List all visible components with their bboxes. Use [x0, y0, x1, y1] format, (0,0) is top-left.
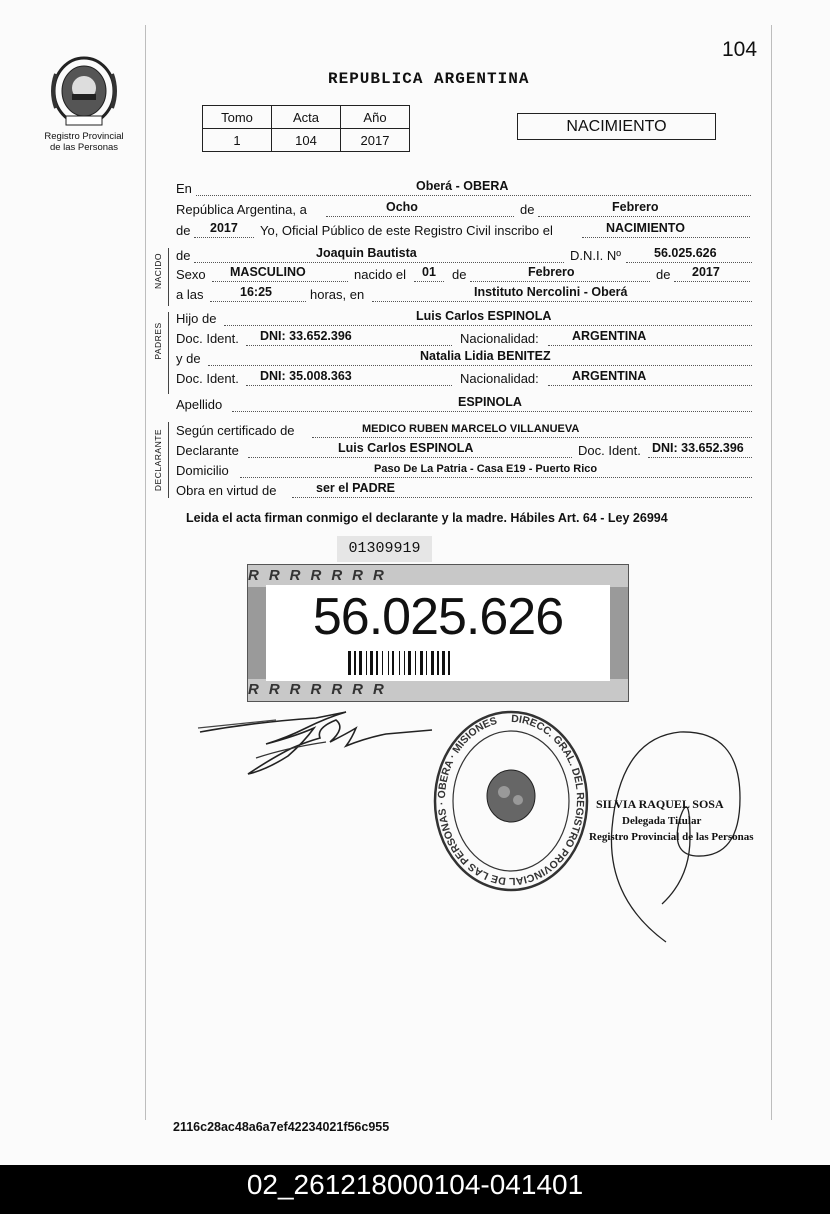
barcode-bar [431, 651, 434, 675]
barcode-bar [370, 651, 373, 675]
registry-table [202, 105, 410, 152]
month-value: Febrero [612, 200, 659, 214]
row-y-de: y de Natalia Lidia BENITEZ [176, 350, 756, 368]
row-obra: Obra en virtud de ser el PADRE [176, 482, 756, 500]
barcode-bar [437, 651, 439, 675]
tomo-header: Tomo [203, 106, 272, 129]
barcode-bar [388, 651, 389, 675]
section-padres-label: PADRES [153, 322, 163, 360]
official-seal [432, 708, 590, 894]
barcode-bar [426, 651, 427, 675]
place-value: Oberá - OBERA [416, 179, 509, 193]
document-type-box: NACIMIENTO [517, 113, 716, 140]
barcode-bar [366, 651, 367, 675]
row-officer: de 2017 Yo, Oficial Público de este Registro Civil inscribo el NACIMIENTO [176, 222, 756, 240]
child-dni: 56.025.626 [654, 246, 717, 260]
acta-header: Acta [272, 106, 341, 129]
closing-statement: Leida el acta firman conmigo el declarante y la madre. Hábiles Art. 64 - Ley 26994 [186, 511, 668, 525]
document-hash: 2116c28ac48a6a7ef42234021f56c955 [173, 1120, 390, 1134]
row-mother-doc: Doc. Ident. DNI: 35.008.363 Nacionalidad: ARGENTINA [176, 370, 756, 388]
row-certificado: Según certificado de MEDICO RUBEN MARCELO VILLANUEVA [176, 422, 756, 440]
barcode-bar [382, 651, 383, 675]
barcode-bar [448, 651, 450, 675]
province-shield-logo [48, 54, 120, 128]
svg-text:DIRECC. GRAL. DEL REGISTRO PRO: DIRECC. GRAL. DEL REGISTRO PROVINCIAL DE LAS PERSONAS · OBERA · MISIONES [435, 712, 587, 888]
declarant-doc: DNI: 33.652.396 [652, 441, 744, 455]
row-domicilio: Domicilio Paso De La Patria - Casa E19 - Puerto Rico [176, 462, 756, 480]
domicilio-value: Paso De La Patria - Casa E19 - Puerto Rico [374, 463, 598, 475]
barcode-bar [415, 651, 416, 675]
sticker-pattern-top: RRRRRRR [248, 565, 628, 587]
footer-code: 02_261218000104-041401 [0, 1165, 830, 1214]
birth-year: 2017 [692, 265, 720, 279]
row-sexo: Sexo MASCULINO nacido el 01 de Febrero de 2017 [176, 266, 756, 284]
right-margin-line [771, 25, 772, 1120]
birth-day: 01 [422, 265, 436, 279]
barcode-bar [348, 651, 351, 675]
birth-month: Febrero [528, 265, 575, 279]
officer-name: SILVIA RAQUEL SOSA [596, 797, 724, 811]
surname: ESPINOLA [458, 395, 522, 409]
serial-number-stamp: 01309919 [337, 536, 432, 562]
act-type-value: NACIMIENTO [606, 221, 685, 235]
sticker-dni-number: 56.025.626 [312, 588, 564, 646]
row-declarante: Declarante Luis Carlos ESPINOLA Doc. Ident. DNI: 33.652.396 [176, 442, 756, 460]
row-republica: República Argentina, a Ocho de Febrero [176, 201, 756, 219]
sticker-label [266, 585, 610, 681]
barcode-bar [399, 651, 400, 675]
declarant-name: Luis Carlos ESPINOLA [338, 441, 474, 455]
child-name: Joaquin Bautista [316, 246, 417, 260]
barcode-bar [442, 651, 445, 675]
birth-time: 16:25 [240, 285, 272, 299]
sexo-value: MASCULINO [230, 265, 306, 279]
logo-caption: Registro Provincial de las Personas [44, 131, 124, 153]
anio-value: 2017 [341, 129, 410, 152]
page-number: 104 [722, 38, 758, 61]
row-hora: a las 16:25 horas, en Instituto Nercolini - Oberá [176, 286, 756, 304]
sticker-pattern-bottom: RRRRRRR [248, 679, 628, 701]
barcode-bar [354, 651, 356, 675]
row-apellido: Apellido ESPINOLA [176, 396, 756, 414]
officer-role: Delegada Titular [622, 815, 702, 827]
mother-name: Natalia Lidia BENITEZ [420, 349, 551, 363]
barcode-bar [392, 651, 394, 675]
barcode-bar [408, 651, 411, 675]
dni-sticker [247, 564, 629, 702]
father-name: Luis Carlos ESPINOLA [416, 309, 552, 323]
row-hijo-de: Hijo de Luis Carlos ESPINOLA [176, 310, 756, 328]
barcode-bar [359, 651, 362, 675]
birth-place: Instituto Nercolini - Oberá [474, 285, 628, 299]
barcode-bar [420, 651, 423, 675]
mother-doc: DNI: 35.008.363 [260, 369, 352, 383]
officer-organization: Registro Provincial de las Personas [589, 831, 754, 843]
row-en: En Oberá - OBERA [176, 180, 756, 198]
row-father-doc: Doc. Ident. DNI: 33.652.396 Nacionalidad: ARGENTINA [176, 330, 756, 348]
certificate-value: MEDICO RUBEN MARCELO VILLANUEVA [362, 423, 580, 435]
row-nacido-name: de Joaquin Bautista D.N.I. Nº 56.025.626 [176, 247, 756, 265]
country-title: REPUBLICA ARGENTINA [328, 70, 530, 88]
acta-value: 104 [272, 129, 341, 152]
father-nationality: ARGENTINA [572, 329, 647, 343]
year-value: 2017 [210, 221, 238, 235]
barcode [346, 651, 536, 675]
left-margin-line [145, 25, 146, 1120]
father-doc: DNI: 33.652.396 [260, 329, 352, 343]
barcode-bar [404, 651, 405, 675]
section-nacido-label: NACIDO [153, 252, 163, 290]
barcode-bar [376, 651, 378, 675]
obra-value: ser el PADRE [316, 481, 395, 495]
section-declarante-label: DECLARANTE [153, 428, 163, 492]
day-value: Ocho [386, 200, 418, 214]
mother-nationality: ARGENTINA [572, 369, 647, 383]
anio-header: Año [341, 106, 410, 129]
declarant-signature [196, 698, 436, 782]
tomo-value: 1 [203, 129, 272, 152]
